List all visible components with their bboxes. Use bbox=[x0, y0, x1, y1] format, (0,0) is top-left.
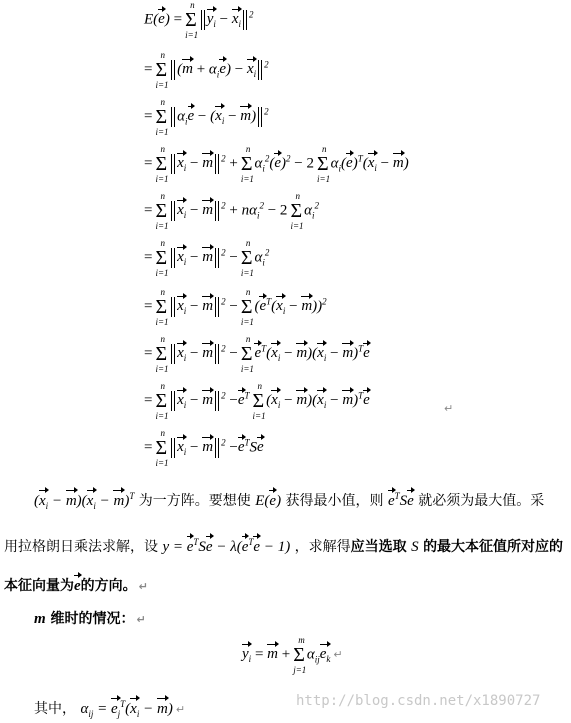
equation-line-9: = Σ n i=1 $x_i - m$ $^2 -e^T$ Σ n i=1 $(x_i - m)(x_i - m)^Te$ bbox=[144, 381, 370, 421]
paragraph-2-text-b: ，求解得 bbox=[294, 539, 351, 555]
paragraph-2-text-c: 应当选取 bbox=[350, 539, 407, 555]
equation-line-8: = Σ n i=1 $x_i - m$ $^2$ − Σ n i=1 $e^T(x_i - m)(x_i - m)^Te$ bbox=[144, 334, 370, 374]
paragraph-3-text-a: 本征向量为 bbox=[4, 578, 74, 594]
paragraph-1-text-a: 为一方阵。要想使 bbox=[138, 493, 251, 509]
paragraph-5: 其中， $\alpha_{ij} = e_j^T(x_i - m)$ ↵ bbox=[34, 699, 186, 719]
equation-line-10: = Σ n i=1 $x_i - m$ $^2 -e^TSe$ bbox=[144, 428, 264, 468]
equation-line-1: E(e) = Σ n i=1 $y_i - x_i^2$ bbox=[144, 0, 254, 40]
paragraph-5-text: 其中， bbox=[34, 701, 76, 717]
paragraph-3-text-b: 的方向。 bbox=[80, 578, 137, 594]
return-mark: ↵ bbox=[444, 402, 454, 415]
paragraph-2-text-a: 用拉格朗日乘法求解，设 bbox=[4, 539, 158, 555]
paragraph-1-text-c: 就必须为最大值。采 bbox=[418, 493, 545, 509]
paragraph-1-text-b: 获得最小值，则 bbox=[285, 493, 384, 509]
equation-line-5: = Σ n i=1 $x_i - m$ $^2 + n\alpha_i^2 - 2$ Σ n i=1 $\alpha_i^2$ bbox=[144, 191, 319, 231]
equation-line-4: = Σ n i=1 $x_i - m$ $^2$ + Σ n i=1 $\alpha_i^2(e)^2 - 2$ Σ n i=1 $\alpha_i(e)^T(x_i - m)$ bbox=[144, 144, 409, 184]
paragraph-3: 本征向量为e的方向。 ↵ bbox=[4, 578, 148, 594]
paragraph-4: m 维时的情况： ↵ bbox=[34, 611, 146, 627]
equation-line-2: = Σ n i=1 $(m + \alpha_ie) - x_i^2$ bbox=[144, 50, 269, 90]
equation-line-3: = Σ n i=1 $\alpha_ie - (x_i - m)$ $^2$ bbox=[144, 97, 269, 137]
paragraph-1: $(x_i - m)(x_i - m)^T$ 为一方阵。要想使 E(e) 获得最小值，则 $e^TSe$ 就必须为最大值。采 bbox=[34, 491, 545, 511]
watermark: http://blog.csdn.net/x1890727 bbox=[296, 693, 541, 709]
equation-line-6: = Σ n i=1 $x_i - m$ $^2$ − Σ n i=1 $\alpha_i^2$ bbox=[144, 238, 270, 278]
paragraph-4-text: 维时的情况： bbox=[50, 611, 135, 627]
paragraph-2-text-d: 的最大本征值所对应的 bbox=[423, 539, 564, 555]
paragraph-2: 用拉格朗日乘法求解，设 $y = e^TSe - \lambda(e^Te - 1)$ ，求解得应当选取 S 的最大本征值所对应的 bbox=[4, 537, 564, 555]
equation-centered: $y_i = m + \Sigma$ m j=1 $\alpha_{ij}e_k$ ↵ bbox=[242, 635, 343, 675]
equation-line-7: = Σ n i=1 $x_i - m$ $^2$ − Σ n i=1 $(e^T(x_i - m))^2$ bbox=[144, 287, 327, 327]
